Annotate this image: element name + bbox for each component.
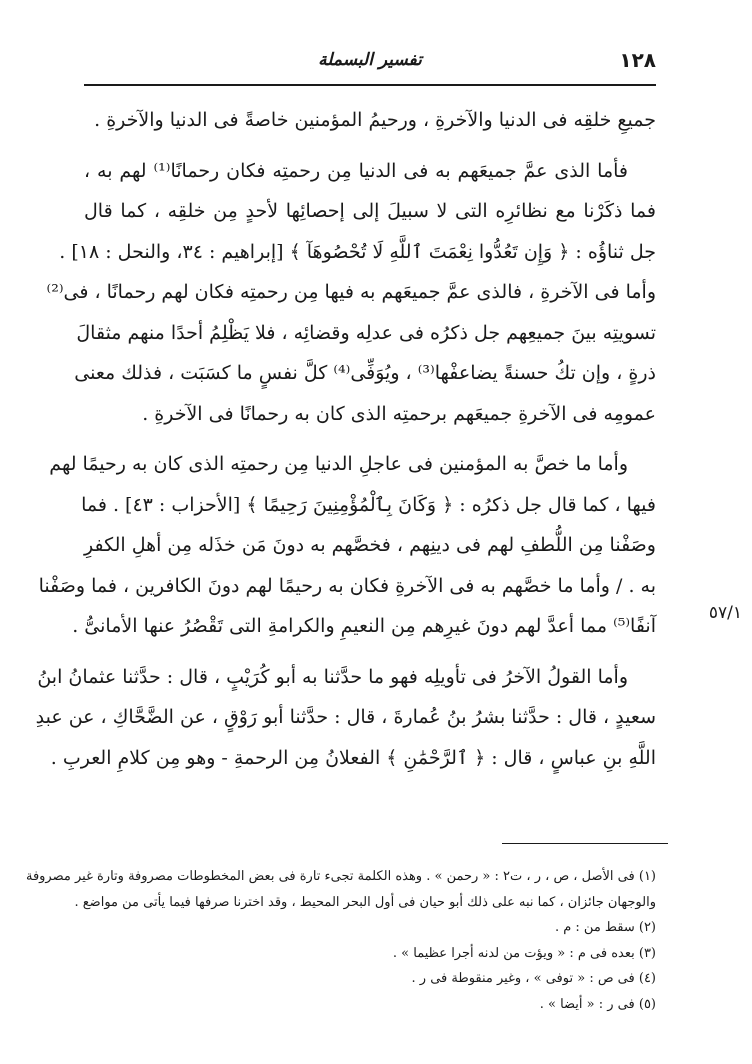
text-line: فأما الذى عمَّ جميعَهم به فى الدنيا مِن رحمتِه فكان رحمانًا⁽¹⁾ لهم به ،	[84, 159, 629, 182]
footnote-divider	[502, 843, 668, 844]
footnote-continuation: والوجهان جائزان ، كما نبه على ذلك أبو حيان فى أول البحر المحيط ، وقد اخترنا صرفها فيما يأتى من مواضع .	[74, 894, 656, 910]
margin-page-reference: ٥٧/١	[708, 603, 742, 623]
footnote: (٥) فى ر : « أيضا » .	[539, 996, 656, 1012]
text-line: وأما القولُ الآخرُ فى تأويلِه فهو ما حدَّثنا به أبو كُرَيْبٍ ، قال : حدَّثنا عثمانُ ابنُ	[37, 665, 628, 688]
text-line: وصَفْنا مِن اللُّطفِ لهم فى دينِهم ، فخصَّهم به دونَ مَن خذَله مِن أهلِ الكفرِ	[84, 534, 656, 556]
text-line: ذرةٍ ، وإن تكُ حسنةً يضاعفْها⁽³⁾ ، ويُوَفِّى⁽⁴⁾ كلَّ نفسٍ ما كسَبَت ، فذلك معنى	[74, 362, 656, 384]
text-line: سعيدٍ ، قال : حدَّثنا بشرُ بنُ عُمارةَ ، قال : حدَّثنا أبو رَوْقٍ ، عن الضَّحَّاكِ ، عن عبدِ	[35, 706, 656, 728]
text-line: جميعِ خلقِه فى الدنيا والآخرةِ ، ورحيمُ المؤمنين خاصةً فى الدنيا والآخرةِ .	[94, 109, 656, 131]
paragraph	[35, 657, 656, 779]
page-number: ١٢٨	[619, 48, 656, 72]
text-line: عمومِه فى الآخرةِ جميعَهم برحمتِه الذى كان به رحمانًا فى الآخرةِ .	[142, 402, 656, 425]
main-text	[35, 100, 656, 778]
footnote: (١) فى الأصل ، ص ، ر ، ت٢ : « رحمن » . وهذه الكلمة تجىء تارة فى بعض المخطوطات مصروفة وتارة غير مصروفة	[25, 869, 656, 884]
text-line: جل ثناؤُه : ﴿ وَإِن تَعُدُّوا نِعْمَتَ ٱللَّهِ لَا تُحْصُوهَآ ﴾ [إبراهيم : ٣٤، والنحل : ١٨] .	[59, 240, 656, 263]
footnote: (٢) سقط من : م .	[554, 920, 656, 935]
footnote: (٤) فى ص : « توفى » ، وغير منقوطة فى ر .	[411, 971, 656, 986]
text-line: آنفًا⁽⁵⁾ مما أعدَّ لهم دونَ غيرِهم مِن النعيمِ والكرامةِ التى تَقْصُرُ عنها الأمانىُّ .	[72, 615, 656, 637]
text-line: وأما فى الآخرةِ ، فالذى عمَّ جميعَهم به فيها مِن رحمتِه فكان لهم رحمانًا ، فى⁽²⁾	[46, 281, 656, 303]
text-line: تسويتِه بينَ جميعِهم جل ذكرُه فى عدلِه وقضائِه ، فلا يَظْلِمُ أحدًا منهم مثقالَ	[76, 321, 656, 344]
footnotes	[25, 864, 656, 1017]
paragraph	[38, 444, 656, 647]
paragraph	[46, 151, 656, 435]
footnote: (٣) بعده فى م : « ويؤت من لدنه أجرا عظيما » .	[392, 945, 656, 961]
text-line: به . / وأما ما خصَّهم به فى الآخرةِ فكان به رحيمًا لهم دونَ الكافرين ، فما وصَفْنا	[38, 574, 656, 597]
text-line: فما ذكَرْنا مع نظائرِه التى لا سبيلَ إلى إحصائِها لأحدٍ مِن خلقِه ، كما قال	[84, 200, 656, 222]
paragraph	[84, 100, 656, 141]
running-title: تفسير البسملة	[318, 50, 422, 70]
text-line: وأما ما خصَّ به المؤمنين فى عاجلِ الدنيا مِن رحمتِه الذى كان به رحيمًا لهم	[49, 453, 628, 475]
page-header	[84, 44, 656, 86]
text-line: فيها ، كما قال جل ذكرُه : ﴿ وَكَانَ بِٱلْمُؤْمِنِينَ رَحِيمًا ﴾ [الأحزاب : ٤٣] . فما	[81, 493, 656, 516]
text-line: اللَّهِ بنِ عباسٍ ، قال : ﴿ ٱلرَّحْمَٰنِ ﴾ الفعلانُ مِن الرحمةِ - وهو مِن كلامِ العربِ .	[50, 746, 656, 769]
